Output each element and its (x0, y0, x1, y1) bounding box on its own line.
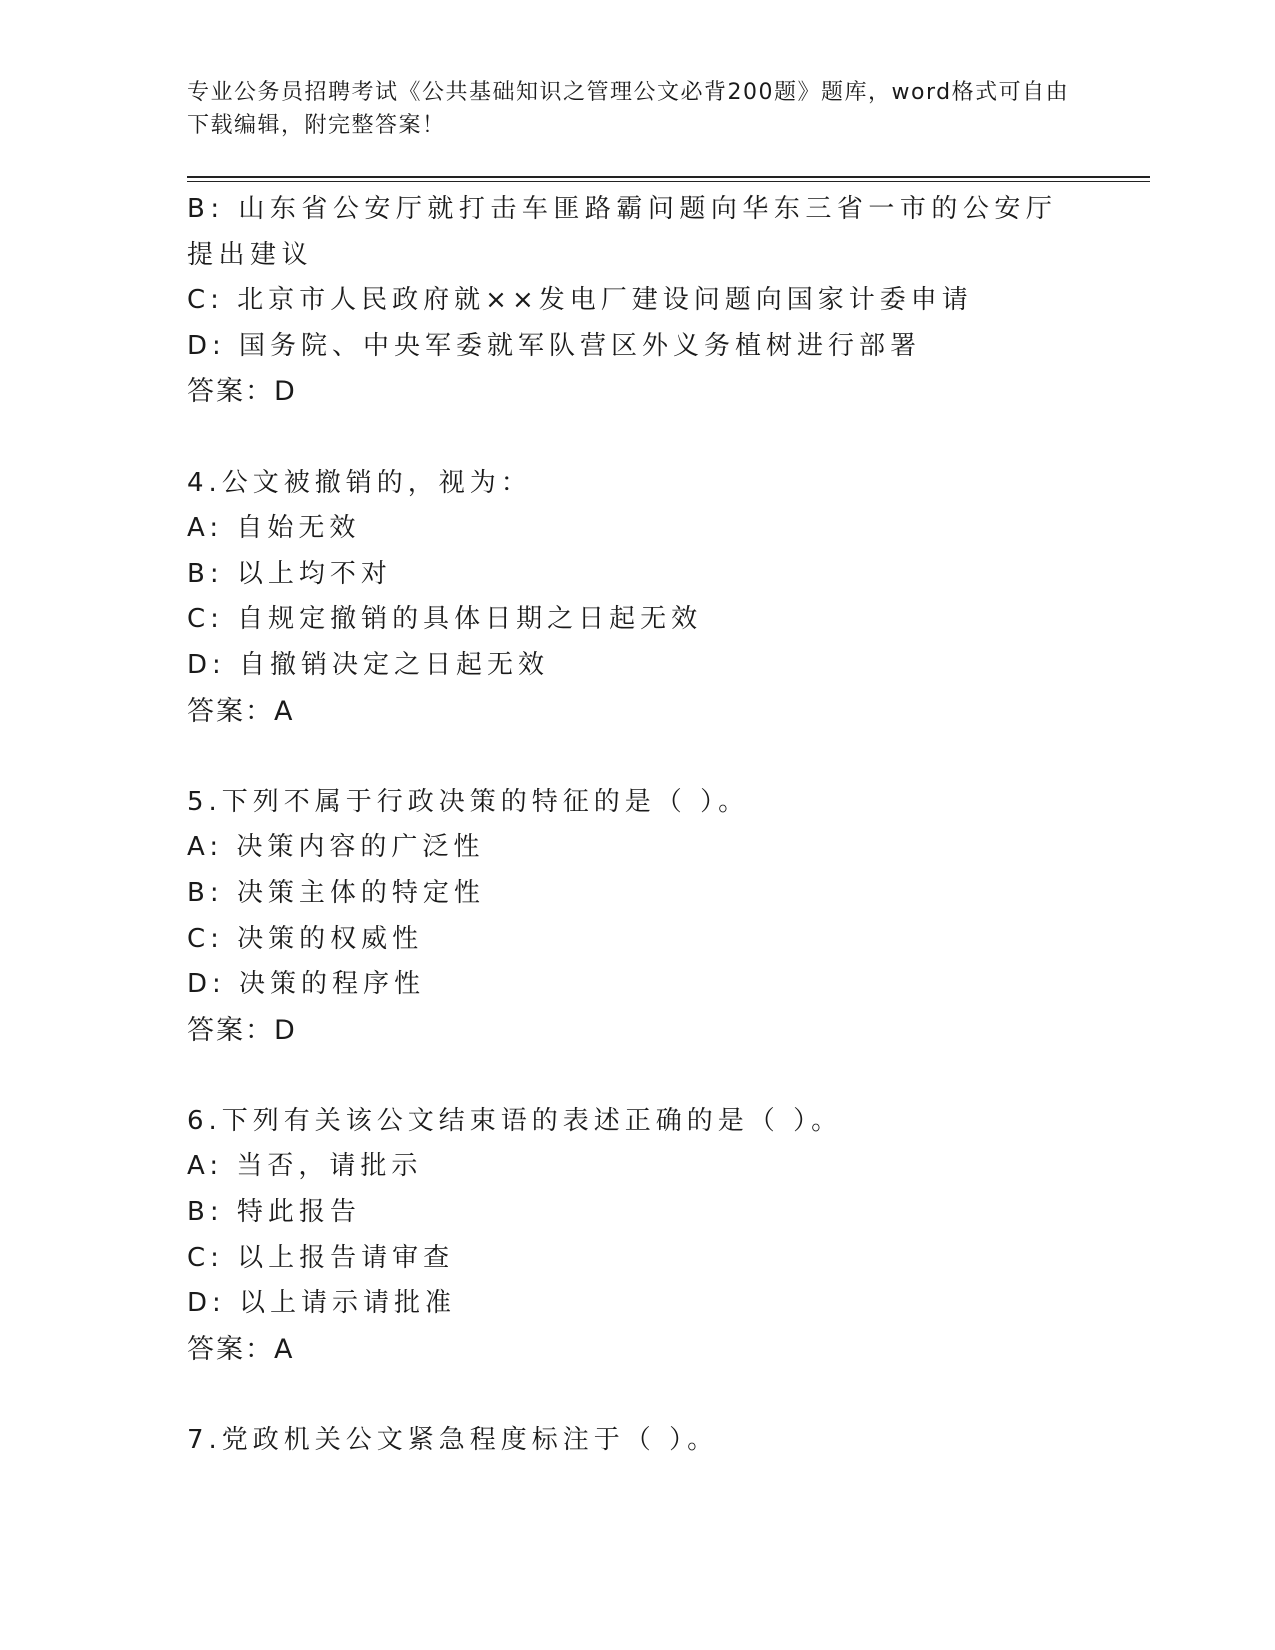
option-a: A: 当否，请批示 (187, 1151, 423, 1182)
question-text: 6.下列有关该公文结束语的表述正确的是（ ）。 (187, 1105, 843, 1136)
answer: 答案：A (187, 1333, 295, 1365)
question-7 (187, 1418, 1087, 1464)
option-c: C: 以上报告请审查 (187, 1242, 455, 1273)
question-6 (187, 1099, 1087, 1373)
option-c: C: 自规定撤销的具体日期之日起无效 (187, 604, 703, 635)
option-b: B: 以上均不对 (187, 558, 392, 589)
option-d: D: 以上请示请批准 (187, 1288, 457, 1319)
answer: 答案：D (187, 1014, 297, 1046)
option-c: C: 决策的权威性 (187, 923, 424, 954)
option-b: B: 山东省公安厅就打击车匪路霸问题向华东三省一市的公安厅提出建议 (187, 194, 1058, 270)
option-b: B: 决策主体的特定性 (187, 877, 485, 908)
option-d: D: 决策的程序性 (187, 969, 426, 1000)
answer: 答案：D (187, 376, 297, 408)
answer: 答案：A (187, 695, 295, 727)
question-text: 5.下列不属于行政决策的特征的是（ ）。 (187, 786, 750, 817)
option-d: D: 自撤销决定之日起无效 (187, 649, 550, 680)
question-4 (187, 461, 1087, 735)
option-b: B: 特此报告 (187, 1197, 361, 1228)
option-a: A: 自始无效 (187, 513, 361, 544)
header-divider-thin (187, 181, 1150, 182)
question-text: 4.公文被撤销的，视为： (187, 467, 532, 498)
question-5 (187, 780, 1087, 1054)
option-c: C: 北京市人民政府就××发电厂建设问题向国家计委申请 (187, 285, 973, 316)
option-a: A: 决策内容的广泛性 (187, 832, 485, 863)
question-3-tail (187, 187, 1087, 415)
option-d: D: 国务院、中央军委就军队营区外义务植树进行部署 (187, 330, 922, 361)
question-list (187, 187, 1087, 1464)
header-divider-thick (187, 176, 1150, 178)
question-text: 7.党政机关公文紧急程度标注于（ ）。 (187, 1425, 719, 1456)
document-header: 专业公务员招聘考试《公共基础知识之管理公文必背200题》题库，word格式可自由下载编辑，附完整答案！ (187, 80, 1070, 138)
